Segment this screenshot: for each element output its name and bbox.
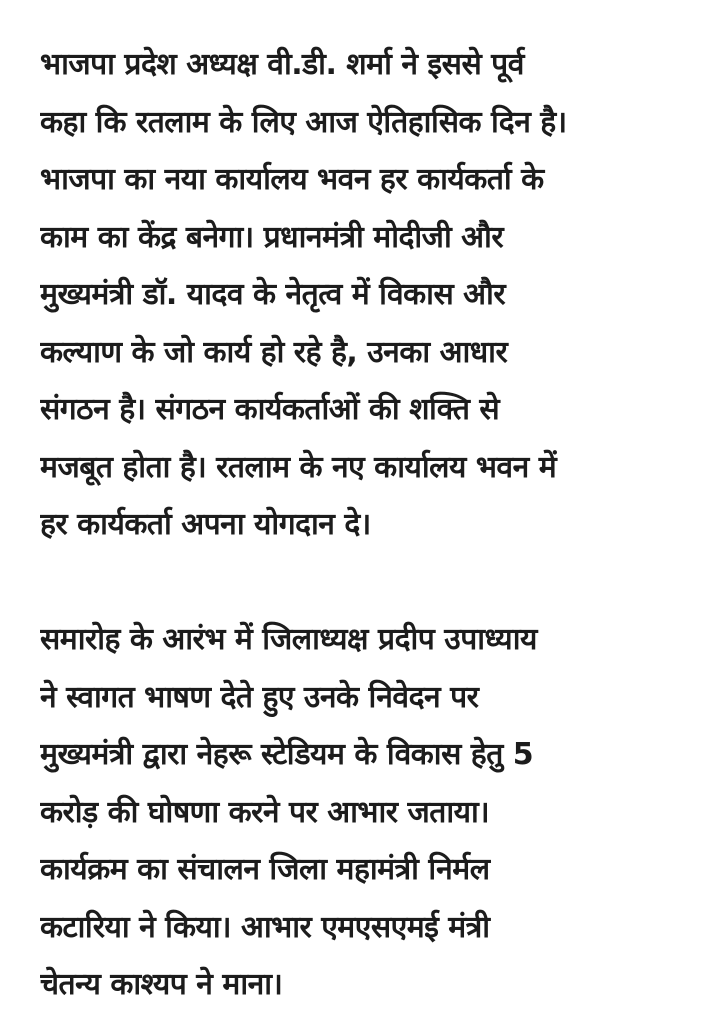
paragraph-2 [40, 611, 690, 1014]
text-line: कार्यक्रम का संचालन जिला महामंत्री निर्मल [40, 852, 490, 887]
text-line: ने स्वागत भाषण देते हुए उनके निवेदन पर [40, 679, 479, 715]
text-line: कल्याण के जो कार्य हो रहे है, उनका आधार [40, 334, 508, 370]
text-line: मुख्यमंत्री द्वारा नेहरू स्टेडियम के विकास हेतु 5 [40, 737, 534, 772]
article-text [40, 36, 690, 1014]
text-line: काम का केंद्र बनेगा। प्रधानमंत्री मोदीजी और [40, 219, 504, 255]
paragraph-gap [40, 554, 690, 612]
text-line: भाजपा का नया कार्यालय भवन हर कार्यकर्ता के [40, 162, 544, 197]
text-line: चेतन्य काश्यप ने माना। [40, 967, 283, 1002]
paragraph-1 [40, 36, 690, 554]
text-line: समारोह के आरंभ में जिलाध्यक्ष प्रदीप उपाध्याय [40, 622, 537, 657]
text-line: मुख्यमंत्री डॉ. यादव के नेतृत्व में विकास और [40, 277, 506, 312]
text-line: संगठन है। संगठन कार्यकर्ताओं की शक्ति से [40, 392, 500, 427]
text-line: हर कार्यकर्ता अपना योगदान दे। [40, 507, 371, 542]
text-line: कहा कि रतलाम के लिए आज ऐतिहासिक दिन है। [40, 104, 567, 140]
text-line: कटारिया ने किया। आभार एमएसएमई मंत्री [40, 909, 490, 945]
text-line: करोड़ की घोषणा करने पर आभार जताया। [40, 794, 490, 830]
text-line: मजबूत होता है। रतलाम के नए कार्यालय भवन में [40, 449, 557, 485]
text-line: भाजपा प्रदेश अध्यक्ष वी.डी. शर्मा ने इससे पूर्व [40, 47, 524, 82]
